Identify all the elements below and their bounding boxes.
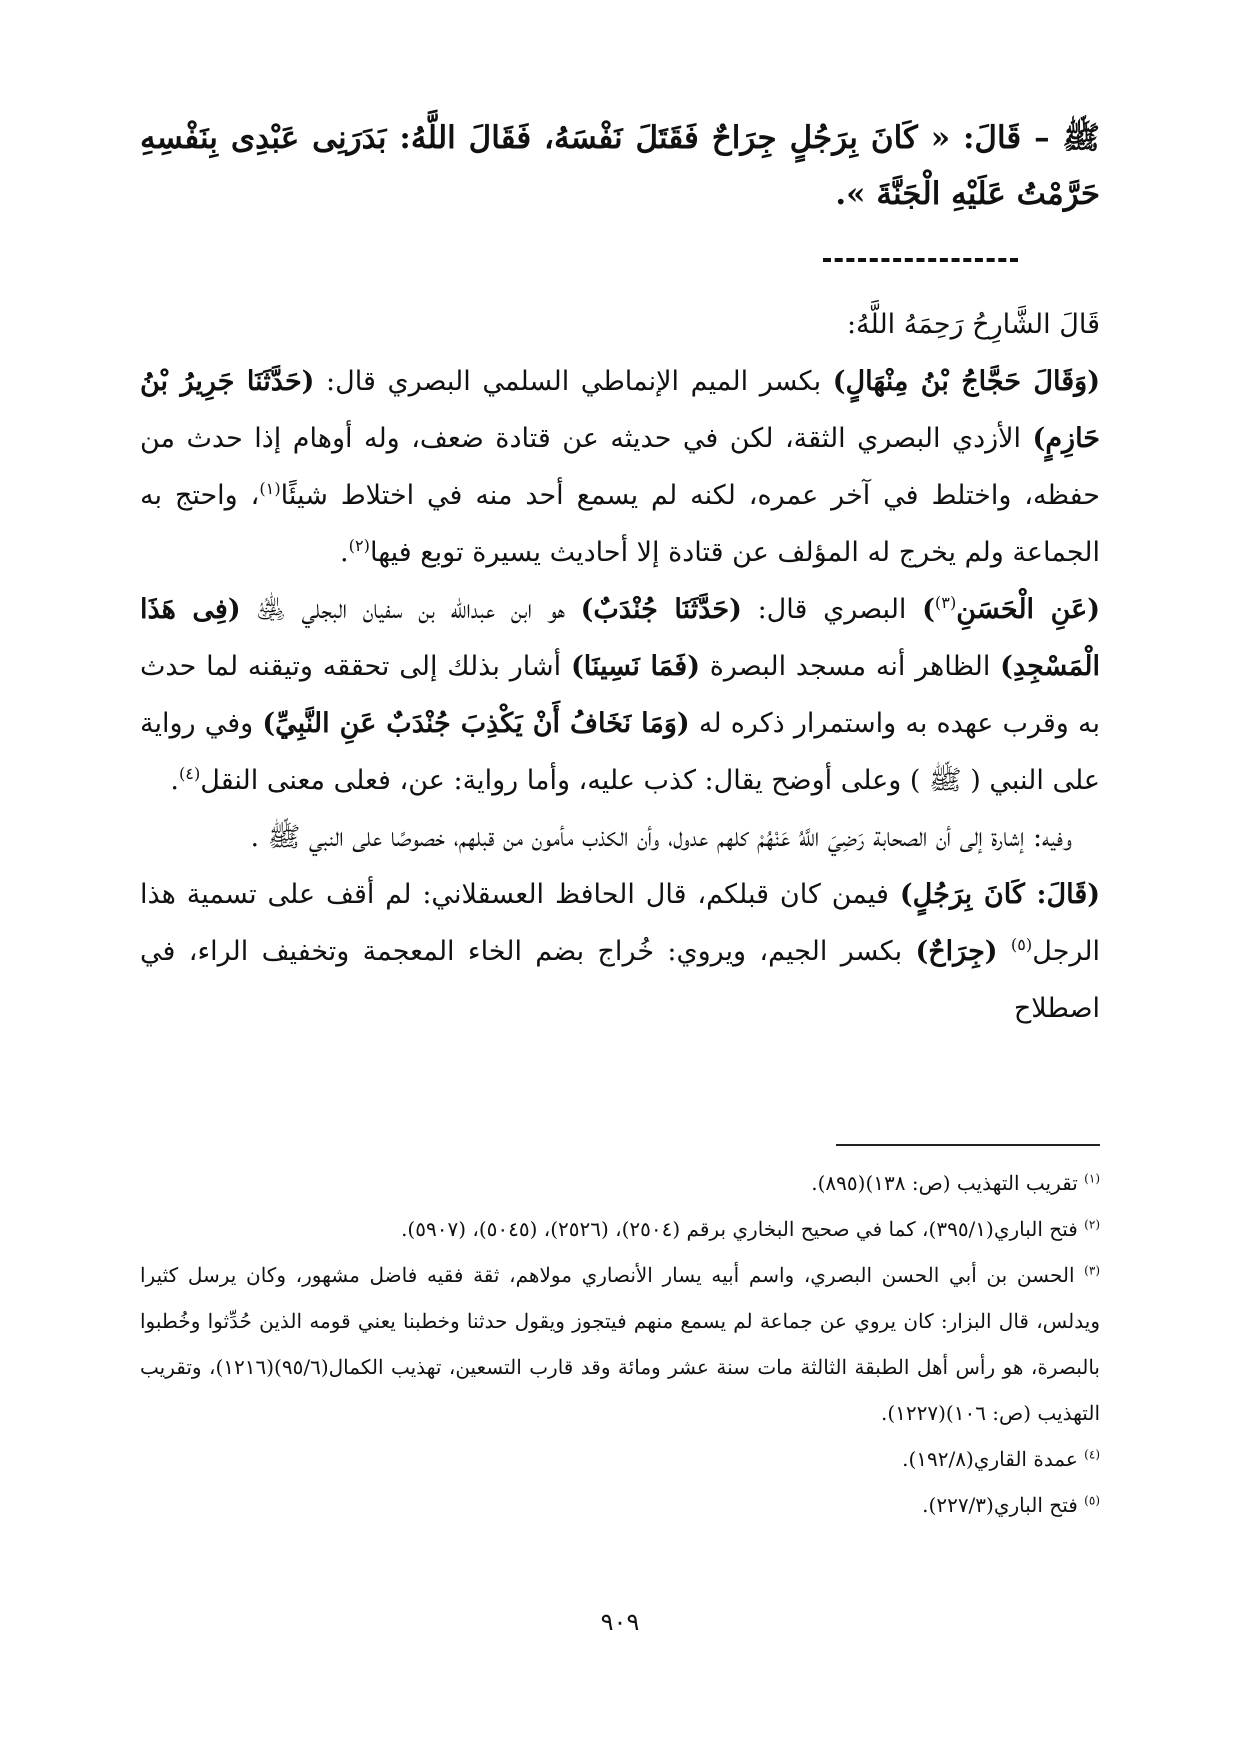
footnotes (140, 1160, 1100, 1528)
paragraph-1 (140, 353, 1100, 581)
section-divider (823, 258, 1018, 262)
paragraph-3: وفيه: إشارة إلى أن الصحابة رَضِيَ اللَّهُ عَنْهُمْ كلهم عدول، وأن الكذب مأمون من قبلهم، خصوصًا على النبي ﷺ . (250, 822, 1072, 853)
footnote-ref[interactable]: (٣) (934, 593, 957, 612)
paragraph-text: الظاهر أنه مسجد البصرة (699, 651, 1001, 682)
footnote-text: فتح الباري(٣٩٥/١)، كما في صحيح البخاري برقم (٢٥٠٤)، (٢٥٢٦)، (٥٠٤٥)، (٥٩٠٧). (401, 1217, 1085, 1241)
paragraph-text: أشار بذلك إلى تحققه وتيقنه لما حدث به وقرب عهده به واستمرار ذكره له (140, 651, 1100, 739)
lemma: (حَدَّثَنَا جُنْدَبٌ) (580, 594, 742, 625)
footnote-mark: (٣) (1084, 1263, 1100, 1278)
lemma: (قَالَ: كَانَ بِرَجُلٍ) (899, 879, 1100, 910)
paragraph-text: الأزدي البصري الثقة، لكن في حديثه عن قتادة ضعف، وله أوهام إذا حدث من حفظه، واختلط في آخر عمره، لكنه لم يسمع أحد منه في اختلاط شيئًا (140, 423, 1100, 511)
hadith-body: – قَالَ: « كَانَ بِرَجُلٍ جِرَاحٌ فَقَتَلَ نَفْسَهُ، فَقَالَ اللَّهُ: بَدَرَنِى عَبْدِى بِنَفْسِهِ حَرَّمْتُ عَلَيْهِ الْجَنَّةَ ». (140, 120, 1100, 212)
footnote-item (140, 1206, 1100, 1252)
commentary-intro: قَالَ الشَّارِحُ رَحِمَهُ اللَّهُ: (846, 309, 1100, 340)
footnote-item (140, 1482, 1100, 1528)
hadith-text (140, 110, 1100, 222)
paragraph-text: بكسر الميم الإنماطي السلمي البصري قال: (314, 366, 833, 397)
paragraph-text: فيمن كان قبلكم، قال الحافظ العسقلاني: لم أقف على تسمية هذا الرجل (140, 879, 1101, 967)
lemma: (وَقَالَ حَجَّاجُ بْنُ مِنْهَالٍ) (832, 366, 1100, 397)
footnote-mark: (٢) (1084, 1217, 1100, 1232)
footnote-text: تقريب التهذيب (ص: ١٣٨)(٨٩٥). (811, 1171, 1085, 1195)
footnote-item (140, 1436, 1100, 1482)
lemma: (فِى هَذَا الْمَسْجِدِ) (140, 594, 1100, 682)
footnote-item (140, 1252, 1100, 1436)
paragraph-text: بكسر الجيم، ويروي: خُراج بضم الخاء المعجمة وتخفيف الراء، في اصطلاح (140, 936, 1100, 1024)
paragraph-text: وفي رواية على النبي ( ﷺ ) وعلى أوضح يقال: كذب عليه، وأما رواية: عن، فعلى معنى النقل (140, 708, 1100, 796)
lemma: (عَنِ الْحَسَنِ (956, 594, 1101, 625)
footnote-ref[interactable]: (١) (259, 479, 281, 498)
footnote-text: عمدة القاري(١٩٢/٨). (902, 1447, 1085, 1471)
lemma-close: ) (922, 594, 935, 625)
footnote-item (140, 1160, 1100, 1206)
lemma: (وَمَا نَخَافُ أَنْ يَكْذِبَ جُنْدَبٌ عَنِ النَّبِيِّ) (262, 708, 690, 739)
paragraph-2 (140, 581, 1100, 809)
lemma: (جِرَاحٌ) (915, 936, 998, 967)
commentary-body (140, 296, 1100, 1037)
page-number: ٩٠٩ (600, 1608, 640, 1636)
paragraph-text (998, 936, 1011, 967)
footnote-ref[interactable]: (٤) (178, 764, 201, 783)
honorific-glyph: ﷺ (1062, 120, 1100, 156)
footnote-mark: (٤) (1084, 1447, 1100, 1462)
footnote-text: الحسن بن أبي الحسن البصري، واسم أبيه يسار الأنصاري مولاهم، ثقة فقيه فاضل مشهور، وكان يرسل كثيرا ويدلس، قال البزار: كان يروي عن جماعة لم يسمع منهم فيتجوز ويقول حدثنا وخطبنا يعني قومه الذين حُدِّثوا وخُطبوا بالبصرة، هو رأس أهل الطبقة الثالثة مات سنة عشر ومائة وقد قارب التسعين، تهذيب الكمال(٩٥/٦)(١٢١٦)، وتقريب التهذيب (ص: ١٠٦)(١٢٢٧). (140, 1263, 1100, 1425)
paragraph-text: . (170, 765, 179, 796)
footnote-mark: (١) (1084, 1171, 1100, 1186)
paragraph-4 (140, 866, 1100, 1037)
paragraph-text: ، واحتج به الجماعة ولم يخرج له المؤلف عن قتادة إلا أحاديث يسيرة توبع فيها (140, 480, 1100, 568)
footnote-separator (836, 1144, 1100, 1146)
footnote-ref[interactable]: (٢) (348, 536, 370, 555)
lemma: (فَمَا نَسِينَا) (570, 651, 700, 682)
footnote-mark: (٥) (1084, 1493, 1100, 1508)
paragraph-text: . (340, 537, 349, 568)
footnote-text: فتح الباري(٢٢٧/٣). (922, 1493, 1085, 1517)
footnote-ref[interactable]: (٥) (1010, 935, 1033, 954)
paragraph-text: هو ابن عبدالله بن سفيان البجلي ﵁ (240, 594, 581, 625)
lemma: (حَدَّثَنَا جَرِيرُ بْنُ حَازِمٍ) (140, 366, 1100, 454)
paragraph-text: البصري قال: (741, 594, 923, 625)
